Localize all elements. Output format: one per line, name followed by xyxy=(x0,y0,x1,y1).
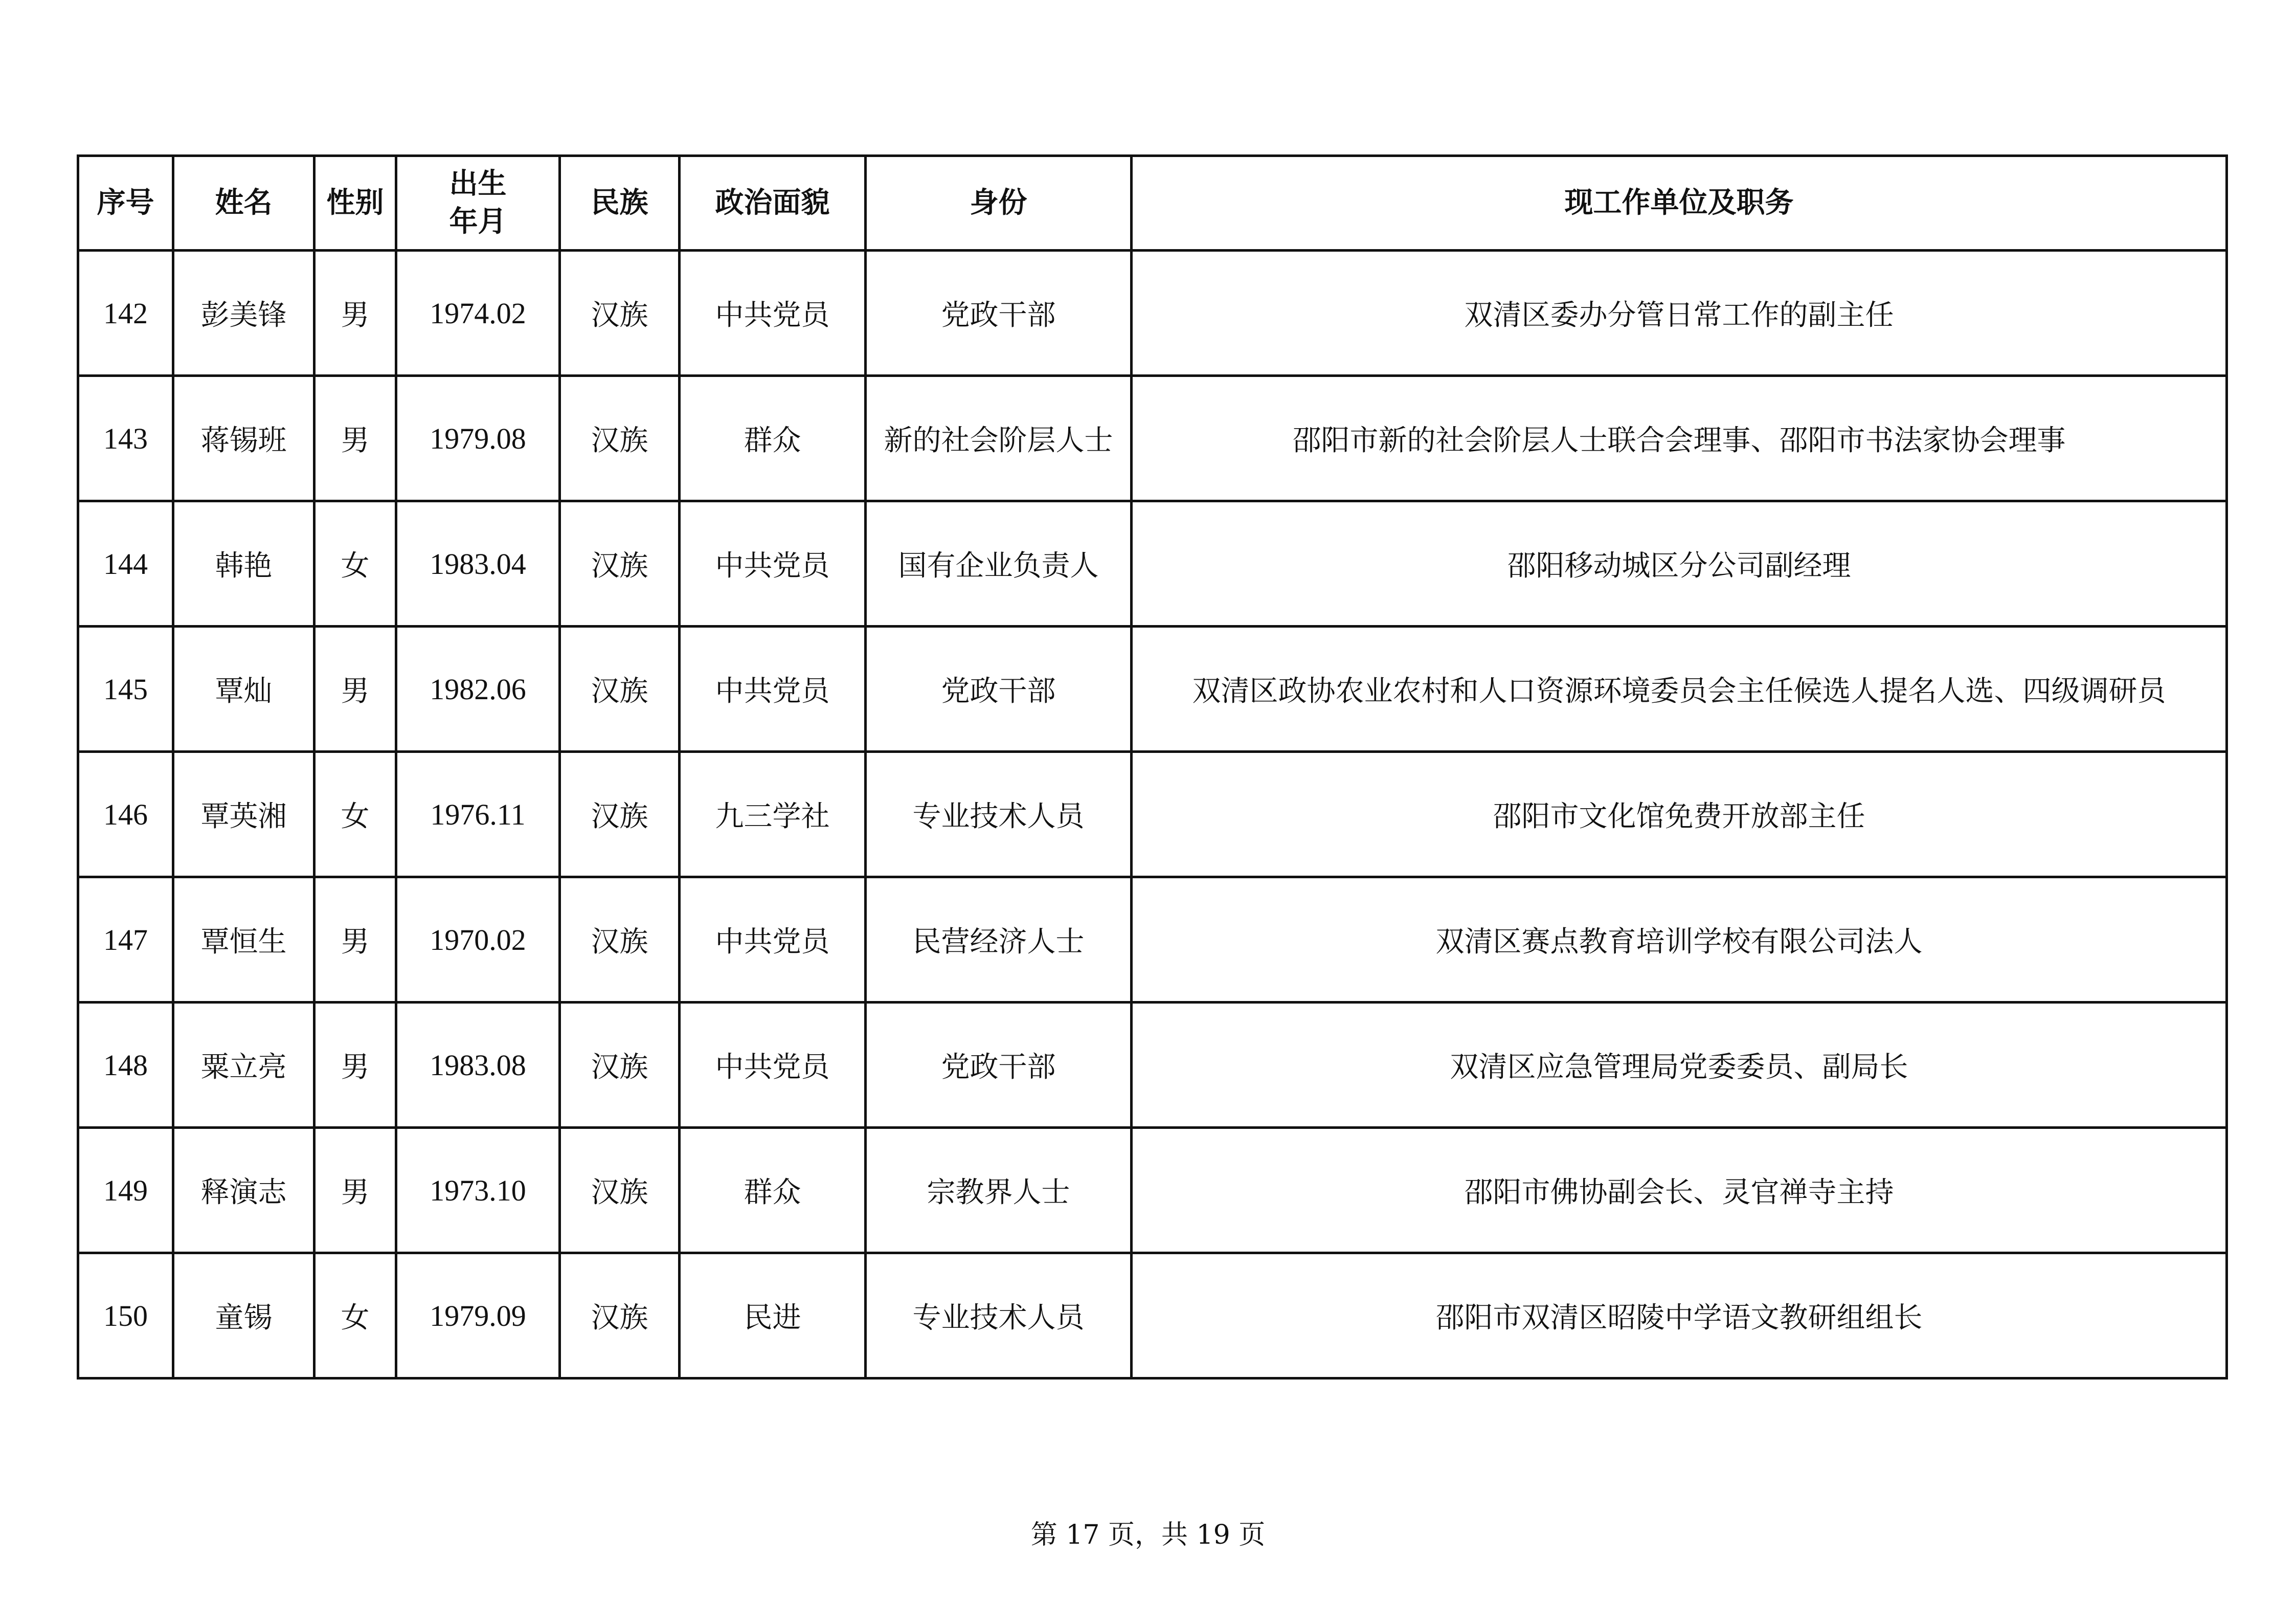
header-name: 姓名 xyxy=(173,156,314,251)
cell-seq: 147 xyxy=(78,877,173,1003)
cell-position: 双清区政协农业农村和人口资源环境委员会主任候选人提名人选、四级调研员 xyxy=(1132,627,2227,752)
cell-birth: 1983.04 xyxy=(396,501,560,627)
cell-seq: 143 xyxy=(78,376,173,501)
cell-seq: 148 xyxy=(78,1003,173,1128)
table-row xyxy=(78,1253,2227,1378)
cell-political: 九三学社 xyxy=(680,752,866,877)
cell-gender: 男 xyxy=(314,376,396,501)
table-row xyxy=(78,251,2227,376)
page-number-footer: 第 17 页，共 19 页 xyxy=(1030,1520,1266,1550)
cell-position: 双清区赛点教育培训学校有限公司法人 xyxy=(1132,877,2227,1003)
cell-birth: 1982.06 xyxy=(396,627,560,752)
cell-position: 邵阳移动城区分公司副经理 xyxy=(1132,501,2227,627)
cell-position: 邵阳市双清区昭陵中学语文教研组组长 xyxy=(1132,1253,2227,1378)
cell-name: 覃灿 xyxy=(173,627,314,752)
cell-ethnicity: 汉族 xyxy=(560,251,680,376)
cell-name: 覃恒生 xyxy=(173,877,314,1003)
cell-gender: 女 xyxy=(314,1253,396,1378)
cell-political: 中共党员 xyxy=(680,251,866,376)
header-birth-line1: 出生 xyxy=(449,167,507,201)
cell-political: 民进 xyxy=(680,1253,866,1378)
cell-position: 双清区应急管理局党委委员、副局长 xyxy=(1132,1003,2227,1128)
cell-name: 童锡 xyxy=(173,1253,314,1378)
cell-name: 蒋锡班 xyxy=(173,376,314,501)
cell-political: 中共党员 xyxy=(680,627,866,752)
header-birth xyxy=(396,156,560,251)
table-header-row xyxy=(78,156,2227,251)
cell-ethnicity: 汉族 xyxy=(560,627,680,752)
cell-gender: 男 xyxy=(314,1128,396,1253)
table-row xyxy=(78,1003,2227,1128)
table-row xyxy=(78,501,2227,627)
cell-ethnicity: 汉族 xyxy=(560,1253,680,1378)
cell-seq: 142 xyxy=(78,251,173,376)
header-ethnicity: 民族 xyxy=(560,156,680,251)
cell-political: 中共党员 xyxy=(680,501,866,627)
cell-position: 邵阳市文化馆免费开放部主任 xyxy=(1132,752,2227,877)
cell-birth: 1979.08 xyxy=(396,376,560,501)
cell-seq: 146 xyxy=(78,752,173,877)
header-seq: 序号 xyxy=(78,156,173,251)
cell-name: 彭美锋 xyxy=(173,251,314,376)
cell-political: 中共党员 xyxy=(680,1003,866,1128)
cell-ethnicity: 汉族 xyxy=(560,501,680,627)
cell-identity: 宗教界人士 xyxy=(866,1128,1132,1253)
cell-birth: 1974.02 xyxy=(396,251,560,376)
cell-political: 群众 xyxy=(680,376,866,501)
cell-ethnicity: 汉族 xyxy=(560,1128,680,1253)
cell-ethnicity: 汉族 xyxy=(560,877,680,1003)
cell-political: 群众 xyxy=(680,1128,866,1253)
header-position: 现工作单位及职务 xyxy=(1132,156,2227,251)
cell-position: 邵阳市新的社会阶层人士联合会理事、邵阳市书法家协会理事 xyxy=(1132,376,2227,501)
cell-identity: 党政干部 xyxy=(866,627,1132,752)
header-gender: 性别 xyxy=(314,156,396,251)
cell-name: 韩艳 xyxy=(173,501,314,627)
table-row xyxy=(78,877,2227,1003)
table-row xyxy=(78,376,2227,501)
cell-seq: 150 xyxy=(78,1253,173,1378)
cell-birth: 1979.09 xyxy=(396,1253,560,1378)
cell-gender: 女 xyxy=(314,501,396,627)
cell-position: 邵阳市佛协副会长、灵官禅寺主持 xyxy=(1132,1128,2227,1253)
cell-name: 粟立亮 xyxy=(173,1003,314,1128)
cell-gender: 男 xyxy=(314,627,396,752)
cell-birth: 1970.02 xyxy=(396,877,560,1003)
cell-birth: 1976.11 xyxy=(396,752,560,877)
cell-name: 覃英湘 xyxy=(173,752,314,877)
cell-political: 中共党员 xyxy=(680,877,866,1003)
table-row xyxy=(78,752,2227,877)
table-row xyxy=(78,1128,2227,1253)
cell-identity: 党政干部 xyxy=(866,251,1132,376)
cell-identity: 专业技术人员 xyxy=(866,752,1132,877)
header-political: 政治面貌 xyxy=(680,156,866,251)
cell-birth: 1983.08 xyxy=(396,1003,560,1128)
cell-seq: 149 xyxy=(78,1128,173,1253)
cell-position: 双清区委办分管日常工作的副主任 xyxy=(1132,251,2227,376)
cell-ethnicity: 汉族 xyxy=(560,376,680,501)
cell-identity: 新的社会阶层人士 xyxy=(866,376,1132,501)
cell-gender: 男 xyxy=(314,251,396,376)
cell-gender: 女 xyxy=(314,752,396,877)
cell-name: 释演志 xyxy=(173,1128,314,1253)
cell-identity: 民营经济人士 xyxy=(866,877,1132,1003)
cell-identity: 国有企业负责人 xyxy=(866,501,1132,627)
cell-identity: 党政干部 xyxy=(866,1003,1132,1128)
cell-seq: 144 xyxy=(78,501,173,627)
cell-gender: 男 xyxy=(314,1003,396,1128)
cell-ethnicity: 汉族 xyxy=(560,1003,680,1128)
member-roster-table xyxy=(77,154,2228,1380)
header-identity: 身份 xyxy=(866,156,1132,251)
cell-birth: 1973.10 xyxy=(396,1128,560,1253)
header-birth-line2: 年月 xyxy=(449,205,507,238)
cell-seq: 145 xyxy=(78,627,173,752)
cell-gender: 男 xyxy=(314,877,396,1003)
cell-identity: 专业技术人员 xyxy=(866,1253,1132,1378)
table-body xyxy=(78,251,2227,1378)
cell-ethnicity: 汉族 xyxy=(560,752,680,877)
table-row xyxy=(78,627,2227,752)
